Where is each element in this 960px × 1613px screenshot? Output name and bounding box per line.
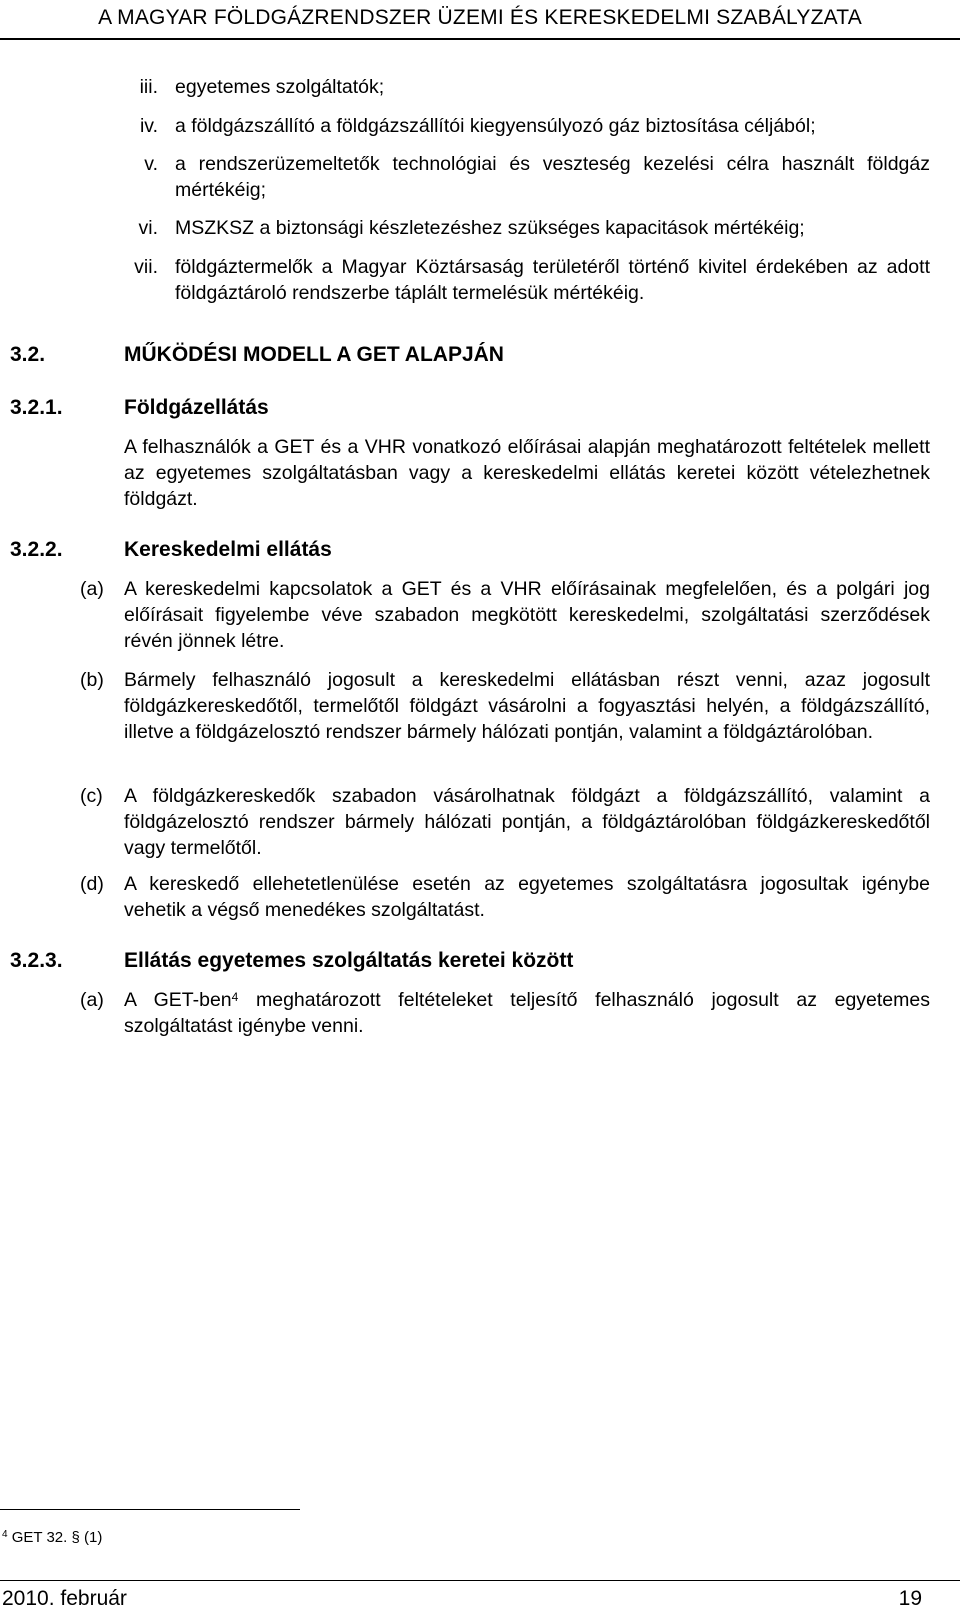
list-item: A kereskedelmi kapcsolatok a GET és a VHR előírásainak megfelelően, és a polgári jog előírásait figyelembe véve szabadon megkötött kereskedelmi, szolgáltatási szerződések révén jönnek létre. bbox=[124, 578, 930, 652]
item-letter: (a) bbox=[80, 578, 104, 600]
subsection-number: 3.2.3. bbox=[10, 949, 63, 972]
page-number: 19 bbox=[898, 1587, 922, 1610]
footer-date: 2010. február bbox=[2, 1587, 127, 1610]
list-num: vi. bbox=[138, 217, 158, 239]
item-text-start: A GET-ben bbox=[124, 989, 232, 1011]
footnote-mark: 4 bbox=[2, 1529, 8, 1540]
list-num: iv. bbox=[139, 115, 158, 137]
subsection-number: 3.2.1. bbox=[10, 396, 63, 419]
list-item: földgáztermelők a Magyar Köztársaság területéről történő kivitel érdekében az adott földgáztároló rendszerbe táplált termelésük mértékéig. bbox=[175, 256, 930, 304]
footer-rule bbox=[0, 1580, 960, 1581]
section-number: 3.2. bbox=[10, 343, 46, 366]
list-item: A kereskedő ellehetetlenülése esetén az egyetemes szolgáltatásra jogosultak igénybe vehetik a végső menedékes szolgáltatást. bbox=[124, 873, 930, 921]
subsection-number: 3.2.2. bbox=[10, 538, 63, 561]
list-item: a rendszerüzemeltetők technológiai és veszteség kezelési célra használt földgáz mértékéig; bbox=[175, 153, 930, 201]
list-item: A földgázkereskedők szabadon vásárolhatnak földgázt a földgázszállító, valamint a földgázelosztó rendszer bármely hálózati pontján, a földgáztárolóban földgázkereskedőtől vagy termelőtől. bbox=[124, 785, 930, 859]
header-rule bbox=[0, 38, 960, 40]
subsection-title: Földgázellátás bbox=[124, 396, 269, 419]
footnote-reference[interactable]: 4 bbox=[231, 990, 239, 1004]
section-title: MŰKÖDÉSI MODELL A GET ALAPJÁN bbox=[124, 343, 504, 366]
list-num: vii. bbox=[134, 256, 158, 278]
list-item: egyetemes szolgáltatók; bbox=[175, 76, 385, 98]
item-letter: (b) bbox=[80, 669, 104, 691]
footnote-rule bbox=[0, 1509, 300, 1510]
item-letter: (c) bbox=[80, 785, 103, 807]
subsection-title: Kereskedelmi ellátás bbox=[124, 538, 332, 561]
list-item bbox=[124, 987, 930, 1039]
footnote bbox=[2, 1528, 102, 1550]
item-letter: (d) bbox=[80, 873, 104, 895]
item-text-end: meghatározott feltételeket teljesítő felhasználó jogosult az egyetemes szolgáltatást igénybe venni. bbox=[124, 989, 930, 1037]
subsection-title: Ellátás egyetemes szolgáltatás keretei között bbox=[124, 949, 574, 972]
list-num: iii. bbox=[139, 76, 158, 98]
list-item: MSZKSZ a biztonsági készletezéshez szükséges kapacitások mértékéig; bbox=[175, 217, 805, 239]
list-item: a földgázszállító a földgázszállítói kiegyensúlyozó gáz biztosítása céljából; bbox=[175, 115, 816, 137]
list-item: Bármely felhasználó jogosult a kereskedelmi ellátásban részt venni, azaz jogosult földgázkereskedőtől, termelőtől földgázt vásárolni a fogyasztási helyén, a földgázszállító, illetve a földgázelosztó rendszer bármely hálózati pontján, valamint a földgáztárolóban. bbox=[124, 669, 930, 743]
paragraph: A felhasználók a GET és a VHR vonatkozó előírásai alapján meghatározott feltételek mellett az egyetemes szolgáltatásban vagy a kereskedelmi ellátás keretei között vételezhetnek földgázt. bbox=[124, 436, 930, 510]
item-letter: (a) bbox=[80, 989, 104, 1011]
page-header: A MAGYAR FÖLDGÁZRENDSZER ÜZEMI ÉS KERESKEDELMI SZABÁLYZATA bbox=[98, 6, 862, 29]
footnote-text: GET 32. § (1) bbox=[11, 1529, 103, 1546]
list-num: v. bbox=[144, 153, 158, 175]
